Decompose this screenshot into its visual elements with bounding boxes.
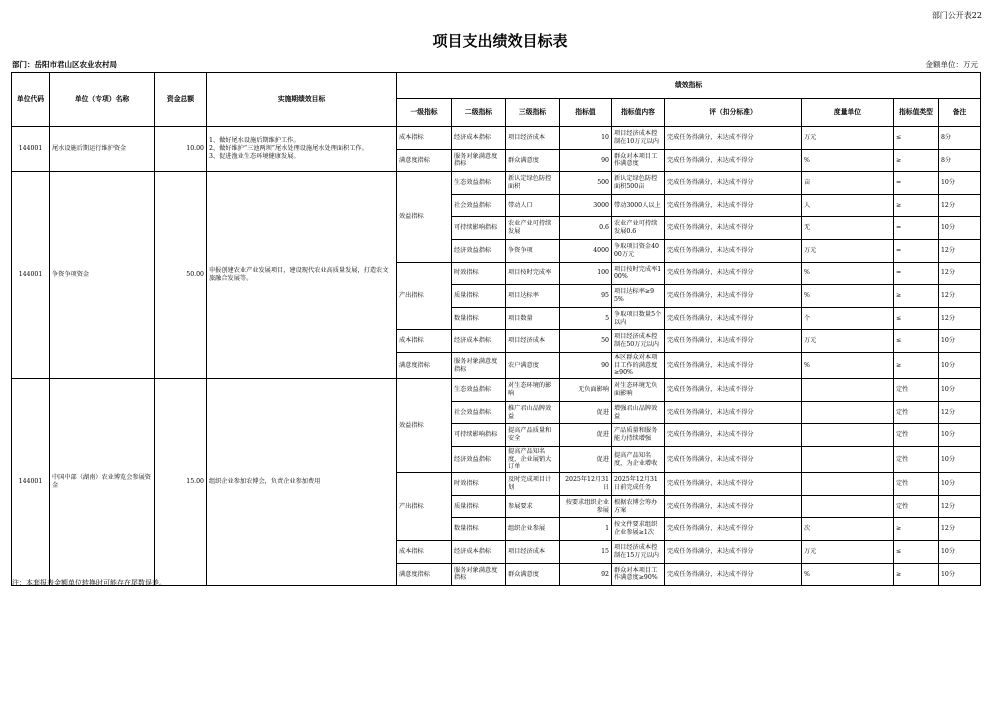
period-goal-cell: 组织企业参加农博会，负责企业参加费用 [207, 379, 397, 586]
level2-cell: 经济效益指标 [452, 239, 506, 262]
value-content-cell: 项目经济成本控制在50万元以内 [612, 330, 665, 353]
value-cell: 92 [560, 563, 612, 586]
measure-unit-cell [802, 424, 894, 447]
scoring-cell: 完成任务得满分，未达成不得分 [665, 172, 802, 195]
form-number: 部门公开表22 [931, 11, 982, 20]
scoring-cell: 完成任务得满分，未达成不得分 [665, 541, 802, 564]
level2-cell: 可持续影响指标 [452, 217, 506, 240]
level3-cell: 项目经济成本 [506, 541, 560, 564]
scoring-cell: 完成任务得满分，未达成不得分 [665, 194, 802, 217]
level2-cell: 服务对象满意度指标 [452, 149, 506, 172]
amount-unit-label: 金额单位：万元 [925, 60, 978, 69]
level3-cell: 项目经济成本 [506, 127, 560, 150]
unit-name-cell: 争资争项资金 [50, 172, 155, 379]
value-content-cell: 群众对本项目工作满意度 [612, 149, 665, 172]
level3-cell: 项目数量 [506, 307, 560, 330]
scoring-cell: 完成任务得满分，未达成不得分 [665, 473, 802, 496]
scoring-cell: 完成任务得满分，未达成不得分 [665, 330, 802, 353]
level1-cell: 效益指标 [397, 172, 452, 262]
value-type-cell: ≥ [894, 352, 939, 378]
scoring-cell: 完成任务得满分，未达成不得分 [665, 262, 802, 285]
unit-code-cell: 144001 [12, 379, 50, 586]
scoring-cell: 完成任务得满分，未达成不得分 [665, 352, 802, 378]
level2-cell: 服务对象满意度指标 [452, 563, 506, 586]
remark-cell: 12分 [939, 307, 981, 330]
level3-cell: 农业产业可持续发展 [506, 217, 560, 240]
scoring-cell: 完成任务得满分，未达成不得分 [665, 518, 802, 541]
unit-name-cell: 中国中部（湖南）农业博览会参展资金 [50, 379, 155, 586]
value-type-cell: = [894, 239, 939, 262]
measure-unit-cell [802, 446, 894, 472]
remark-cell: 10分 [939, 352, 981, 378]
level1-cell: 满意度指标 [397, 352, 452, 378]
value-type-cell: = [894, 172, 939, 195]
level3-cell: 对生态环境的影响 [506, 379, 560, 402]
measure-unit-cell: 无 [802, 217, 894, 240]
value-content-cell: 农业产业可持续发展0.6 [612, 217, 665, 240]
measure-unit-cell [802, 401, 894, 424]
level1-cell: 成本指标 [397, 330, 452, 353]
level1-cell: 成本指标 [397, 541, 452, 564]
value-cell: 95 [560, 285, 612, 308]
value-type-cell: 定性 [894, 446, 939, 472]
level2-cell: 经济成本指标 [452, 127, 506, 150]
value-type-cell: ≥ [894, 285, 939, 308]
value-cell: 3000 [560, 194, 612, 217]
header-scoring: 评（扣分标准） [665, 99, 802, 127]
measure-unit-cell: 亩 [802, 172, 894, 195]
measure-unit-cell [802, 495, 894, 518]
measure-unit-cell [802, 473, 894, 496]
value-cell: 10 [560, 127, 612, 150]
performance-table [11, 72, 981, 586]
remark-cell: 10分 [939, 217, 981, 240]
value-content-cell: 新认定绿色防控面积500亩 [612, 172, 665, 195]
level3-cell: 组织企业参展 [506, 518, 560, 541]
measure-unit-cell: 次 [802, 518, 894, 541]
remark-cell: 12分 [939, 239, 981, 262]
value-content-cell: 带动3000人以上 [612, 194, 665, 217]
level2-cell: 数量指标 [452, 307, 506, 330]
scoring-cell: 完成任务得满分，未达成不得分 [665, 149, 802, 172]
value-content-cell: 提高产品知名度，为企业增收 [612, 446, 665, 472]
remark-cell: 10分 [939, 330, 981, 353]
value-cell: 促进 [560, 401, 612, 424]
value-cell: 90 [560, 352, 612, 378]
remark-cell: 10分 [939, 473, 981, 496]
level2-cell: 社会效益指标 [452, 401, 506, 424]
remark-cell: 10分 [939, 424, 981, 447]
level3-cell: 及时完成项目计划 [506, 473, 560, 496]
value-cell: 5 [560, 307, 612, 330]
period-goal-cell: 申报创建农业产业发展项目，建设现代农业高质量发展，打造农文旅融合发展等。 [207, 172, 397, 379]
scoring-cell: 完成任务得满分，未达成不得分 [665, 127, 802, 150]
table-row [12, 379, 981, 402]
value-cell: 无负面影响 [560, 379, 612, 402]
value-cell: 90 [560, 149, 612, 172]
level3-cell: 争资争项 [506, 239, 560, 262]
remark-cell: 10分 [939, 379, 981, 402]
value-type-cell: 定性 [894, 424, 939, 447]
level3-cell: 新认定绿色防控面积 [506, 172, 560, 195]
table-row [12, 172, 981, 195]
level3-cell: 群众满意度 [506, 149, 560, 172]
remark-cell: 8分 [939, 127, 981, 150]
remark-cell: 10分 [939, 172, 981, 195]
value-content-cell: 本区群众对本项目工作的满意度≥90% [612, 352, 665, 378]
remark-cell: 12分 [939, 518, 981, 541]
header-measure-unit: 度量单位 [802, 99, 894, 127]
value-type-cell: 定性 [894, 495, 939, 518]
value-content-cell: 项目经济成本控制在15万元以内 [612, 541, 665, 564]
remark-cell: 10分 [939, 541, 981, 564]
scoring-cell: 完成任务得满分，未达成不得分 [665, 307, 802, 330]
value-type-cell: 定性 [894, 379, 939, 402]
level3-cell: 群众满意度 [506, 563, 560, 586]
measure-unit-cell: 万元 [802, 239, 894, 262]
value-content-cell: 增强君山品牌效益 [612, 401, 665, 424]
value-type-cell: = [894, 262, 939, 285]
measure-unit-cell: 个 [802, 307, 894, 330]
value-content-cell: 项目达标率≥95% [612, 285, 665, 308]
value-content-cell: 争取项目数量5个以内 [612, 307, 665, 330]
value-content-cell: 项目经济成本控制在10万元以内 [612, 127, 665, 150]
value-type-cell: ≥ [894, 194, 939, 217]
level2-cell: 经济成本指标 [452, 541, 506, 564]
measure-unit-cell: 万元 [802, 330, 894, 353]
remark-cell: 12分 [939, 495, 981, 518]
level3-cell: 项目达标率 [506, 285, 560, 308]
value-content-cell: 群众对本项目工作满意度≥90% [612, 563, 665, 586]
table-row [12, 127, 981, 150]
remark-cell: 12分 [939, 285, 981, 308]
level2-cell: 生态效益指标 [452, 172, 506, 195]
header-value: 指标值 [560, 99, 612, 127]
value-type-cell: 定性 [894, 473, 939, 496]
level1-cell: 产出指标 [397, 473, 452, 541]
scoring-cell: 完成任务得满分，未达成不得分 [665, 217, 802, 240]
scoring-cell: 完成任务得满分，未达成不得分 [665, 379, 802, 402]
level3-cell: 农户满意度 [506, 352, 560, 378]
header-unit-code: 单位代码 [12, 73, 50, 127]
level3-cell: 提高产品知名度，企业展销大订单 [506, 446, 560, 472]
value-cell: 促进 [560, 446, 612, 472]
header-amount: 资金总额 [155, 73, 207, 127]
header-value-type: 指标值类型 [894, 99, 939, 127]
measure-unit-cell: 万元 [802, 541, 894, 564]
value-cell: 2025年12月31日 [560, 473, 612, 496]
value-type-cell: ≤ [894, 307, 939, 330]
header-level3: 三级指标 [506, 99, 560, 127]
value-type-cell: ≥ [894, 149, 939, 172]
measure-unit-cell: 万元 [802, 127, 894, 150]
level1-cell: 满意度指标 [397, 149, 452, 172]
level2-cell: 数量指标 [452, 518, 506, 541]
value-cell: 100 [560, 262, 612, 285]
measure-unit-cell: % [802, 262, 894, 285]
value-type-cell: ≥ [894, 563, 939, 586]
value-type-cell: ≤ [894, 541, 939, 564]
header-performance-indicators: 绩效指标 [397, 73, 981, 99]
department-label: 部门：岳阳市君山区农业农村局 [12, 60, 117, 69]
value-cell: 促进 [560, 424, 612, 447]
value-type-cell: ≤ [894, 330, 939, 353]
level2-cell: 经济成本指标 [452, 330, 506, 353]
remark-cell: 8分 [939, 149, 981, 172]
value-cell: 按要求组织企业参展 [560, 495, 612, 518]
header-period-goal: 实施期绩效目标 [207, 73, 397, 127]
header-value-content: 指标值内容 [612, 99, 665, 127]
value-cell: 4000 [560, 239, 612, 262]
value-type-cell: 定性 [894, 401, 939, 424]
amount-cell: 15.00 [155, 379, 207, 586]
scoring-cell: 完成任务得满分，未达成不得分 [665, 401, 802, 424]
level2-cell: 质量指标 [452, 495, 506, 518]
level2-cell: 可持续影响指标 [452, 424, 506, 447]
unit-code-cell: 144001 [12, 127, 50, 172]
value-content-cell: 按文件要求组织企业参展≥1次 [612, 518, 665, 541]
scoring-cell: 完成任务得满分，未达成不得分 [665, 563, 802, 586]
level2-cell: 经济效益指标 [452, 446, 506, 472]
amount-cell: 10.00 [155, 127, 207, 172]
scoring-cell: 完成任务得满分，未达成不得分 [665, 495, 802, 518]
level2-cell: 服务对象满意度指标 [452, 352, 506, 378]
scoring-cell: 完成任务得满分，未达成不得分 [665, 239, 802, 262]
value-content-cell: 产品质量和服务能力持续增强 [612, 424, 665, 447]
value-content-cell: 争取项目资金4000万元 [612, 239, 665, 262]
level1-cell: 满意度指标 [397, 563, 452, 586]
value-content-cell: 2025年12月31日前完成任务 [612, 473, 665, 496]
value-cell: 1 [560, 518, 612, 541]
remark-cell: 10分 [939, 446, 981, 472]
level2-cell: 时效指标 [452, 262, 506, 285]
level2-cell: 质量指标 [452, 285, 506, 308]
value-type-cell: ≤ [894, 127, 939, 150]
level3-cell: 项目按时完成率 [506, 262, 560, 285]
value-cell: 15 [560, 541, 612, 564]
scoring-cell: 完成任务得满分，未达成不得分 [665, 424, 802, 447]
remark-cell: 12分 [939, 194, 981, 217]
remark-cell: 12分 [939, 262, 981, 285]
footnote: 注：本套报表金额单位转换时可能存在尾数误差。 [12, 579, 166, 587]
level3-cell: 参展要求 [506, 495, 560, 518]
measure-unit-cell: % [802, 285, 894, 308]
header-unit-name: 单位（专项）名称 [50, 73, 155, 127]
measure-unit-cell: % [802, 352, 894, 378]
period-goal-cell: 1、做好尾水设施后期维护工作。 2、做好维护“三池两坝”尾水处理设施尾水处理面积工作。 3、促进渔业生态环境健康发展。 [207, 127, 397, 172]
scoring-cell: 完成任务得满分，未达成不得分 [665, 285, 802, 308]
remark-cell: 12分 [939, 401, 981, 424]
level2-cell: 社会效益指标 [452, 194, 506, 217]
measure-unit-cell: % [802, 563, 894, 586]
level3-cell: 推广君山品牌效益 [506, 401, 560, 424]
value-content-cell: 根据农博会筹办方案 [612, 495, 665, 518]
measure-unit-cell [802, 379, 894, 402]
level1-cell: 成本指标 [397, 127, 452, 150]
page-title: 项目支出绩效目标表 [432, 32, 568, 50]
unit-code-cell: 144001 [12, 172, 50, 379]
remark-cell: 10分 [939, 563, 981, 586]
value-content-cell: 对生态环境无负面影响 [612, 379, 665, 402]
scoring-cell: 完成任务得满分，未达成不得分 [665, 446, 802, 472]
value-cell: 500 [560, 172, 612, 195]
level1-cell: 效益指标 [397, 379, 452, 473]
value-cell: 0.6 [560, 217, 612, 240]
level3-cell: 提高产品质量和安全 [506, 424, 560, 447]
value-cell: 50 [560, 330, 612, 353]
level3-cell: 带动人口 [506, 194, 560, 217]
level2-cell: 生态效益指标 [452, 379, 506, 402]
amount-cell: 50.00 [155, 172, 207, 379]
measure-unit-cell: % [802, 149, 894, 172]
value-type-cell: = [894, 217, 939, 240]
level3-cell: 项目经济成本 [506, 330, 560, 353]
value-content-cell: 项目按时完成率100% [612, 262, 665, 285]
unit-name-cell: 尾水设施后期运行维护资金 [50, 127, 155, 172]
header-level1: 一级指标 [397, 99, 452, 127]
measure-unit-cell: 人 [802, 194, 894, 217]
table-body [12, 127, 981, 586]
header-level2: 二级指标 [452, 99, 506, 127]
value-type-cell: ≥ [894, 518, 939, 541]
level2-cell: 时效指标 [452, 473, 506, 496]
level1-cell: 产出指标 [397, 262, 452, 330]
header-remark: 备注 [939, 99, 981, 127]
